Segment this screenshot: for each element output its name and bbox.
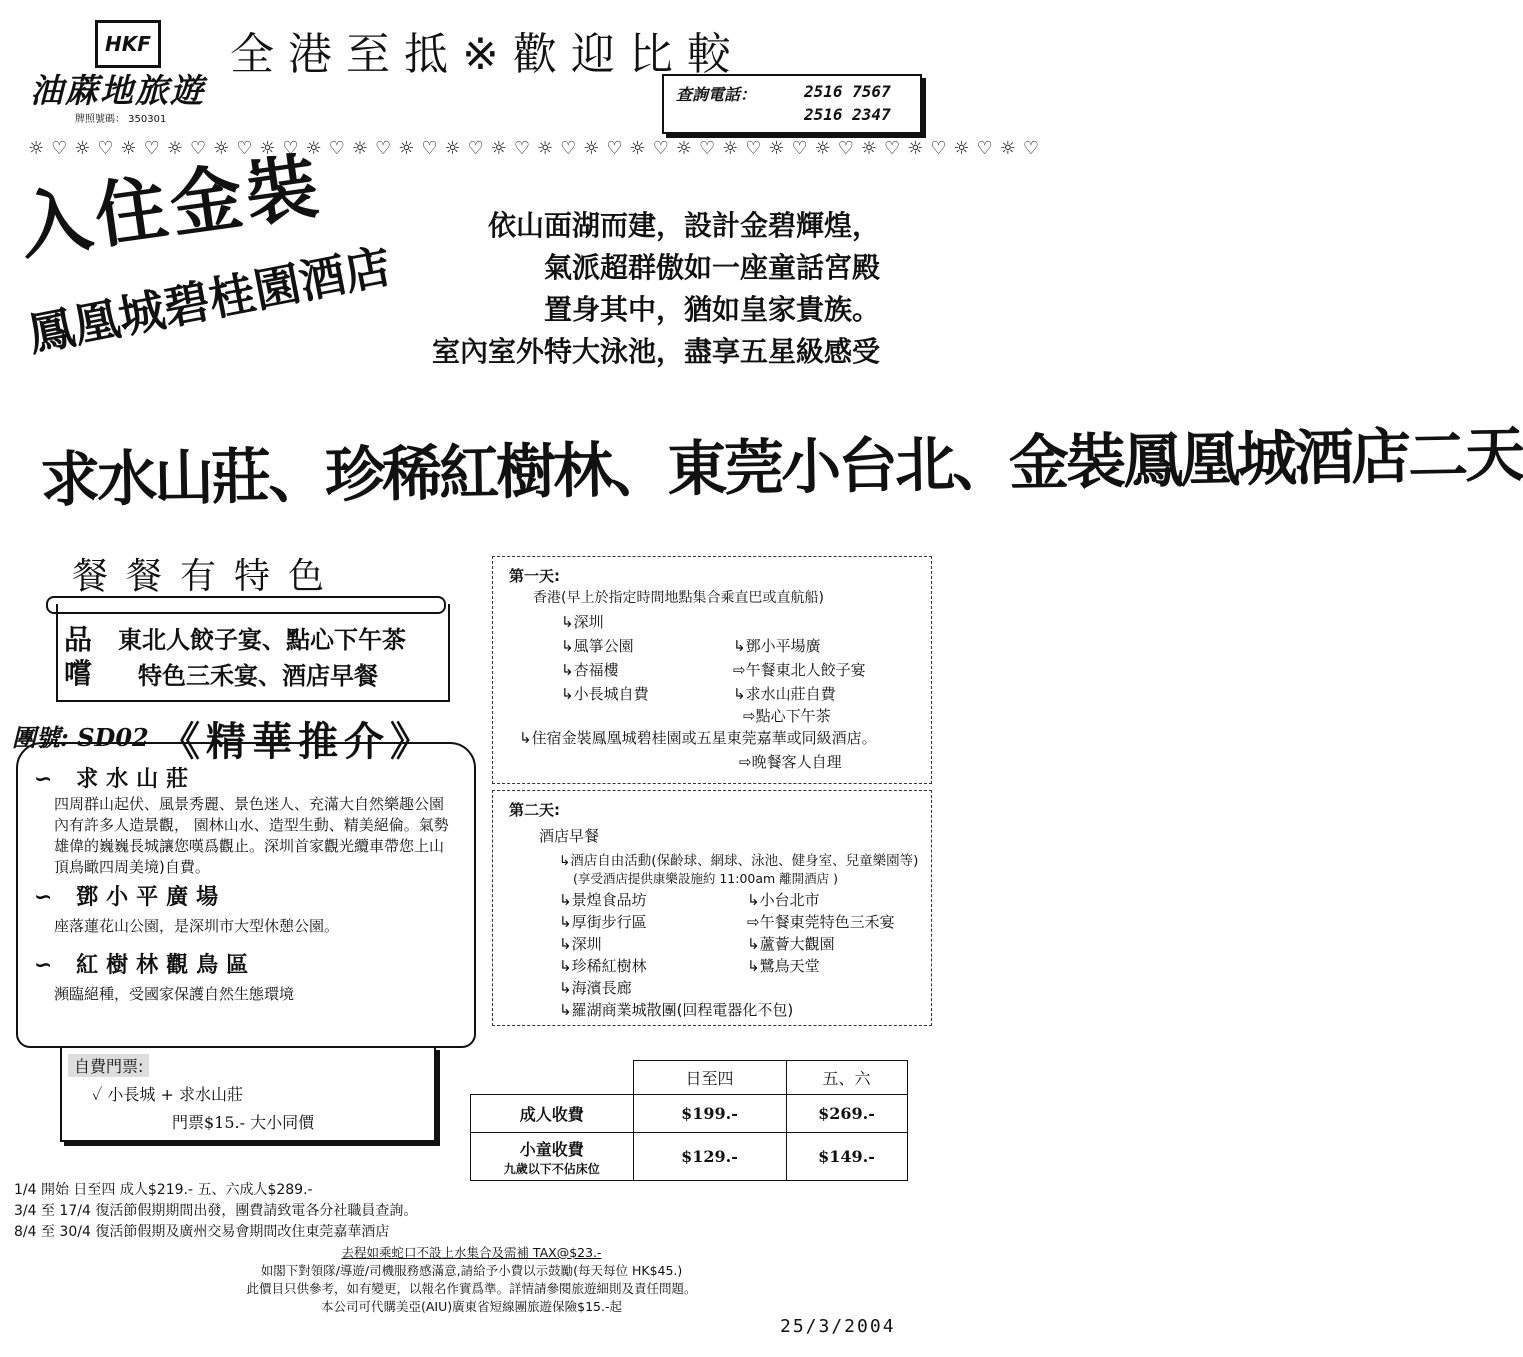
day2-item: ↳深圳 [559,935,602,953]
adult-label: 成人收費 [471,1095,634,1133]
attraction-text: 四周群山起伏、風景秀麗、景色迷人、充滿大自然樂趣公園內有許多人造景觀， 園林山水、造型生動、精美絕倫。氣勢雄偉的巍巍長城讓您嘆爲觀止。深圳首家觀光纜車帶您上山頂鳥瞰四周美境)自費。 [54,795,449,876]
footer-line: 本公司可代購美亞(AIU)廣東省短線團旅遊保險$15.-起 [321,1299,622,1314]
note-line: 3/4 至 17/4 復活節假期期間出發，團費請致電各分社職員查詢。 [14,1203,418,1219]
footer [0,1244,943,1316]
price-table [470,1060,908,1181]
day2-item: ↳羅湖商業城散團(回程電器化不包) [559,1001,794,1019]
day1-box [492,556,932,784]
meals-heading: 餐餐有特色 [72,556,343,597]
day2-free-note: (享受酒店提供康樂設施約 11:00am 離開酒店 ) [573,871,839,886]
day1-title: 第一天: [509,567,560,585]
bird-icon: ∽ [34,885,77,910]
route-title: 求水山莊、珍稀紅樹林、東莞小台北、金裝鳳凰城酒店二天 [39,420,1523,516]
phone-box [662,74,922,134]
phone-label: 查詢電話： [676,85,757,104]
company-name: 油蔴地旅遊 [30,71,205,110]
meals-char: 品 [64,623,93,656]
tickets-box [60,1046,436,1142]
hero-title: 入住金裝 [14,143,327,270]
headline: 全港至抵※歡迎比較 [230,29,745,80]
bird-icon: ∽ [34,953,77,978]
decoration-row: ☼♡☼♡☼♡☼♡☼♡☼♡☼♡☼♡☼♡☼♡☼♡☼♡☼♡☼♡☼♡☼♡☼♡☼♡☼♡☼♡☼♡☼♡ [28,138,1047,159]
day2-item: ↳蘆薈大觀園 [747,935,835,953]
desc-line: 室內室外特大泳池，盡享五星級感受 [431,335,880,368]
attraction-text: 座落蓮花山公園，是深圳市大型休憩公園。 [54,917,340,935]
day1-item: ↳小長城自費 [561,685,649,703]
day2-title: 第二天: [509,801,560,819]
day1-item: ↳風箏公園 [561,637,634,655]
note-line: 1/4 開始 日至四 成人$219.- 五、六成人$289.- [14,1182,313,1198]
child-label-cell [471,1133,634,1181]
hotel-name: 鳳凰城碧桂園酒店 [23,238,396,362]
license-number: 牌照號碼： 350301 [75,114,167,125]
footer-line: 如閣下對領隊/導遊/司機服務感滿意,請給予小費以示鼓勵(每天每位 HK$45.) [260,1263,683,1278]
footer-line: 去程如乘蛇口不設上水集合及需補 TAX@$23.- [341,1245,602,1260]
day1-item: ↳求水山莊自費 [733,685,836,703]
day2-item: ↳厚街步行區 [559,913,647,931]
issue-date: 25/3/2004 [780,1316,896,1337]
child-label: 小童收費 [519,1139,584,1159]
day1-item: ↳深圳 [561,613,604,631]
day1-stay: ↳住宿金裝鳳凰城碧桂園或五星東莞嘉華或同級酒店。 [519,729,877,747]
phone-number-2[interactable]: 2516 2347 [804,105,891,124]
child-price-weekday: $129.- [633,1133,786,1181]
price-col-header: 五、六 [786,1061,907,1095]
attraction-title: ∽ 鄧小平廣場 [34,885,227,910]
day2-item: ↳景煌食品坊 [559,891,647,909]
phone-number-1[interactable]: 2516 7567 [804,82,891,101]
day2-item: ⇨午餐東莞特色三禾宴 [747,913,895,931]
day1-dinner: ⇨晚餐客人自理 [739,753,842,771]
footer-line: 此價目只供參考，如有變更，以報名作實爲準。詳情請參閱旅遊細則及責任問題。 [246,1281,697,1296]
notes [14,1180,417,1243]
child-note: 九歲以下不佔床位 [503,1161,600,1176]
day2-item: ↳鷺鳥天堂 [747,957,820,975]
day1-item: ⇨點心下午茶 [743,707,831,725]
meals-line: 特色三禾宴、酒店早餐 [138,661,378,690]
meals-char: 嚐 [64,657,93,690]
tickets-item: ✓ 小長城 + 求水山莊 [92,1085,243,1104]
company-logo: HKF [95,20,161,68]
day2-box [492,790,932,1026]
day1-item: ↳鄧小平場廣 [733,637,821,655]
meals-line: 東北人餃子宴、點心下午茶 [118,625,406,654]
attraction-text: 瀕臨絕種，受國家保護自然生態環境 [54,985,295,1003]
price-col-header: 日至四 [633,1061,786,1095]
note-line: 8/4 至 30/4 復活節假期及廣州交易會期間改住東莞嘉華酒店 [14,1224,390,1240]
child-price-weekend: $149.- [786,1133,907,1181]
tickets-heading: 自費門票: [68,1054,149,1077]
price-empty-cell [471,1061,634,1095]
day2-item: ↳海濱長廊 [559,979,632,997]
tour-code: 團號: SD02 [12,723,149,752]
desc-line: 依山面湖而建，設計金碧輝煌， [487,209,880,242]
attraction-title: ∽ 求水山莊 [34,767,197,792]
meals-box [56,604,450,702]
bird-icon: ∽ [34,767,77,792]
day2-item: ↳小台北市 [747,891,820,909]
desc-line: 置身其中，猶如皇家貴族。 [543,293,880,326]
attractions-box [16,742,476,1048]
day2-item: ↳珍稀紅樹林 [559,957,647,975]
featured-heading: 《精華推介》 [160,719,436,765]
day2-free: ↳酒店自由活動(保齡球、網球、泳池、健身室、兒童樂園等) [559,853,919,869]
desc-line: 氣派超群傲如一座童話宮殿 [543,251,880,284]
day1-start: 香港(早上於指定時間地點集合乘直巴或直航船) [533,590,824,606]
attraction-title: ∽ 紅樹林觀鳥區 [34,953,257,978]
adult-price-weekday: $199.- [633,1095,786,1133]
adult-price-weekend: $269.- [786,1095,907,1133]
day1-item: ↳杏福樓 [561,661,619,679]
tickets-price: 門票$15.- 大小同價 [172,1113,315,1132]
hotel-description [390,205,880,373]
day1-item: ⇨午餐東北人餃子宴 [733,661,866,679]
day2-start: 酒店早餐 [539,827,600,845]
